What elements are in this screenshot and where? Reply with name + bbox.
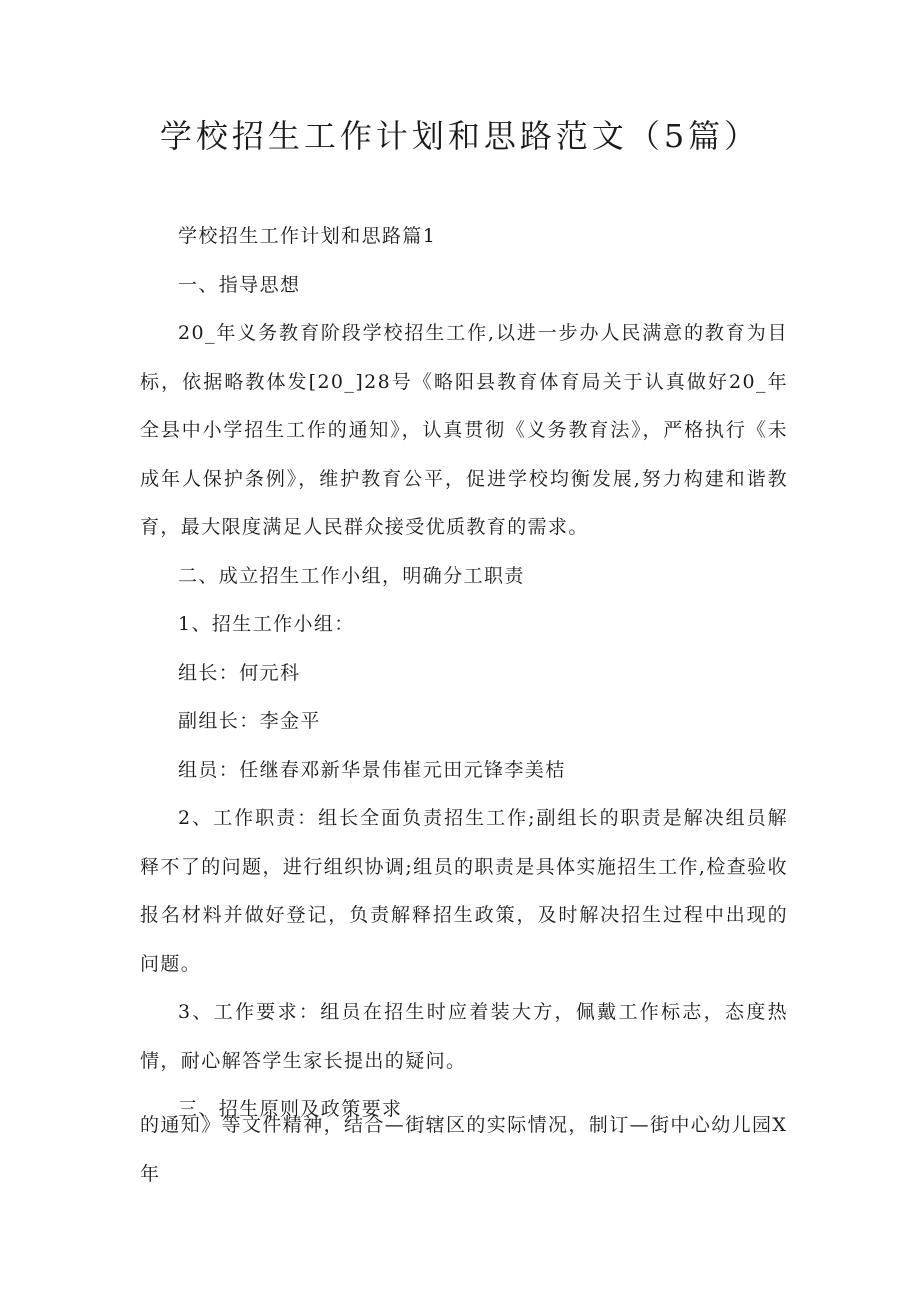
paragraph-fragment: 的通知》等文件精神，结合—街辖区的实际情况，制订—街中心幼儿园X年 — [140, 1114, 788, 1185]
group-leader: 组长：何元科 — [178, 661, 301, 684]
heading-enrollment-group: 二、成立招生工作小组，明确分工职责 — [178, 564, 525, 587]
document-title: 学校招生工作计划和思路范文（5篇） — [159, 117, 761, 155]
section-heading: 学校招生工作计划和思路篇1 — [178, 225, 437, 247]
heading-enrollment-principles: 三、招生原则及政策要求 — [178, 1098, 403, 1120]
heading-guiding-ideology: 一、指导思想 — [178, 273, 301, 296]
item-enrollment-group: 1、招生工作小组： — [178, 613, 355, 635]
paragraph-guiding-ideology: 20_年义务教育阶段学校招生工作,以进一步办人民满意的教育为目标，依据略教体发[20_]28号《略阳县教育体育局关于认真做好20_年全县中小学招生工作的通知》，认真贯彻《义务教育法》，严格执行《未成年人保护条例》，维护教育公平，促进学校均衡发展,努力构建和谐教育，最大限度满足人民群众接受优质教育的需求。 — [140, 322, 788, 538]
item-work-requirements: 3、工作要求：组员在招生时应着装大方，佩戴工作标志，态度热情，耐心解答学生家长提出的疑问。 — [140, 1001, 788, 1072]
document-body — [140, 212, 788, 1134]
group-deputy: 副组长：李金平 — [178, 710, 321, 732]
group-members: 组员：任继春邓新华景伟崔元田元锋李美桔 — [178, 758, 566, 781]
item-work-duties: 2、工作职责：组长全面负责招生工作;副组长的职责是解决组员解释不了的问题，进行组织协调;组员的职责是具体实施招生工作,检查验收报名材料并做好登记，负责解释招生政策，及时解决招生过程中出现的问题。 — [140, 807, 788, 975]
